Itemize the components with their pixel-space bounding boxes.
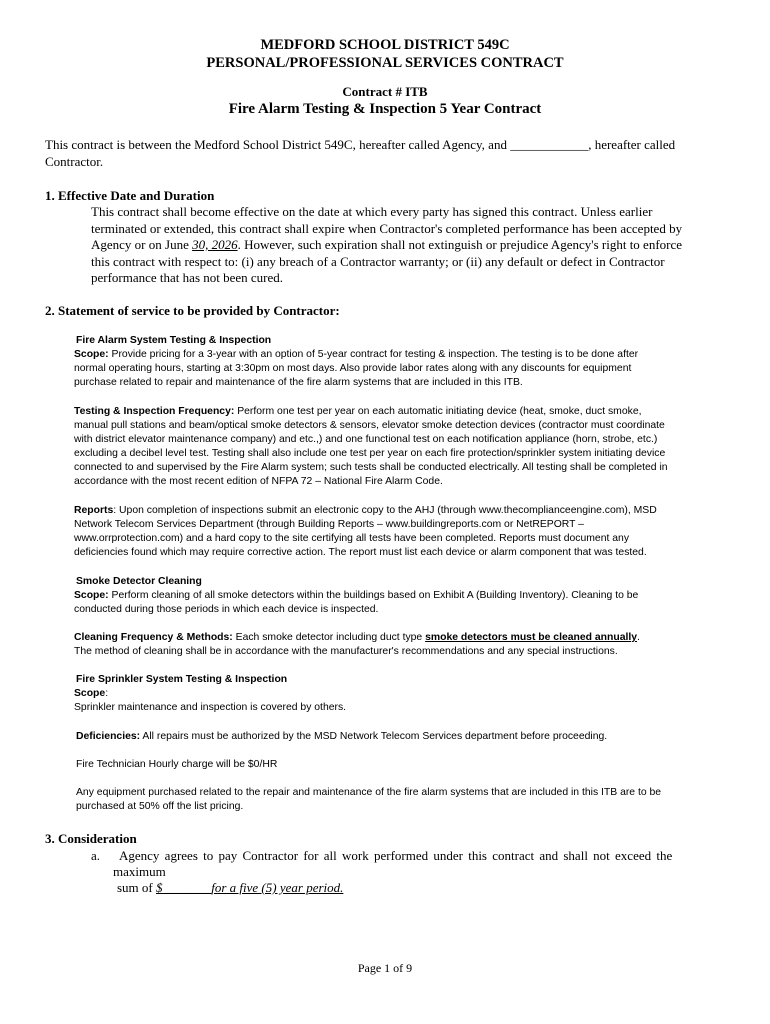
district-title: MEDFORD SCHOOL DISTRICT 549C: [260, 37, 510, 53]
section3-heading: 3. Consideration: [45, 831, 137, 846]
section1-line3-post: . However, such expiration shall not extinguish or prejudice Agency's right to enforce: [237, 237, 683, 252]
section1-line3-pre: Agency or on June: [91, 237, 193, 252]
scope-label: Scope:: [74, 349, 109, 360]
reports-label: Reports: [74, 505, 114, 516]
fire-alarm-scope: [74, 348, 714, 390]
frequency-line: accordance with the most recent edition of NFPA 72 – National Fire Alarm Code.: [74, 476, 443, 487]
smoke-scope: [74, 589, 714, 617]
sum-label: sum of: [117, 880, 156, 895]
section1-line: [91, 237, 721, 254]
reports-paragraph: [74, 504, 714, 560]
scope-colon: :: [105, 688, 109, 699]
scope-label: Scope: [74, 688, 106, 699]
cleaning-text: Each smoke detector including duct type: [232, 632, 426, 643]
section1-line: terminated or extended, this contract shall expire when Contractor's completed performance has been accepted by: [91, 220, 683, 236]
intro-paragraph: [45, 137, 735, 170]
cleaning-frequency: [74, 631, 734, 659]
section1-paragraph: [91, 204, 721, 287]
section2-heading: 2. Statement of service to be provided by Contractor:: [45, 303, 340, 318]
intro-line: Contractor.: [45, 153, 104, 169]
frequency-line: connected to and supervised by the Fire Alarm system; such tests shall be conducted electrically. All testing shall be completed in: [74, 462, 668, 473]
scope-line: normal operating hours, starting at 3:30pm on most days. Also provide labor rates along with any discounts for equipment: [74, 363, 632, 374]
fire-alarm-title: Fire Alarm System Testing & Inspection: [76, 335, 272, 346]
clause-a-sum: [117, 880, 343, 897]
sum-period: for a five (5) year period.: [211, 880, 344, 895]
testing-frequency: [74, 405, 714, 489]
deficiencies-paragraph: [76, 730, 607, 744]
frequency-line: excluding a decibel level test. Testing shall also include one test per year on each fire protection/sprinkler system initiating device: [74, 448, 666, 459]
equipment-line: Any equipment purchased related to the repair and maintenance of the fire alarm systems that are included in this ITB are to be: [76, 787, 662, 798]
equipment-line: purchased at 50% off the list pricing.: [76, 801, 244, 812]
page-number: Page 1 of 9: [357, 961, 413, 975]
scope-text: Perform cleaning of all smoke detectors within the buildings based on Exhibit A (Building Inventory). Cleaning to be: [108, 590, 639, 601]
reports-line: www.orrprotection.com) and a hard copy to the site certifying all tests have been completed. Reports must document any: [74, 533, 630, 544]
deficiencies-text: All repairs must be authorized by the MSD Network Telecom Services department before proceeding.: [140, 731, 608, 742]
cleaning-end: .: [637, 632, 640, 643]
equipment-paragraph: [76, 786, 716, 814]
clause-a-line: Agency agrees to pay Contractor for all work performed under this contract and shall not exceed the: [119, 848, 673, 863]
reports-line: deficiencies found which may require corrective action. The report must list each device or alarm component that was tested.: [74, 547, 647, 558]
cleaning-emphasis: smoke detectors must be cleaned annually: [425, 632, 638, 643]
frequency-line: manual pull stations and beam/optical smoke detectors & sensors, elevator smoke detection devices (contractor must coordinate: [74, 420, 665, 431]
clause-a-label: a.: [91, 848, 101, 863]
smoke-detector-title: Smoke Detector Cleaning: [76, 576, 202, 587]
contract-type-title: PERSONAL/PROFESSIONAL SERVICES CONTRACT: [206, 55, 564, 71]
scope-label: Scope:: [74, 590, 109, 601]
sum-amount: $ _______: [156, 880, 212, 895]
sprinkler-scope-text: Sprinkler maintenance and inspection is covered by others.: [74, 702, 347, 713]
contract-number: Contract # ITB: [342, 84, 428, 99]
section1-line: performance that has not been cured.: [91, 270, 284, 285]
cleaning-label: Cleaning Frequency & Methods:: [74, 632, 233, 643]
section1-line: This contract shall become effective on the date at which every party has signed this contract. Unless earlier: [91, 204, 653, 219]
sprinkler-scope: [74, 687, 714, 715]
cleaning-line: The method of cleaning shall be in accordance with the manufacturer's recommendations and any special instructions.: [74, 646, 618, 657]
intro-line: This contract is between the Medford School District 549C, hereafter called Agency, and ____________, hereafter called: [45, 137, 676, 152]
frequency-line: with district elevator maintenance company) and etc.,) and one functional test on each notification appliance (horn, strobe, etc.): [74, 434, 658, 445]
frequency-text: Perform one test per year on each automatic initiating device (heat, smoke, duct smoke,: [234, 406, 642, 417]
clause-a-line: maximum: [113, 864, 166, 879]
scope-text: Provide pricing for a 3-year with an option of 5-year contract for testing & inspection. The testing is to be done after: [108, 349, 639, 360]
section1-line: this contract with respect to: (i) any breach of a Contractor warranty; or (ii) any default or defect in Contractor: [91, 253, 665, 269]
scope-line: purchase related to repair and maintenance of the fire alarm systems that are included in this ITB.: [74, 377, 523, 388]
deficiencies-label: Deficiencies:: [76, 731, 141, 742]
sprinkler-title: Fire Sprinkler System Testing & Inspection: [76, 674, 288, 685]
scope-line: conducted during those periods in which each device is inspected.: [74, 604, 379, 615]
expiration-date: 30, 2026: [192, 237, 238, 252]
reports-line: Network Telecom Services Department (through Building Reports – www.buildingreports.com or NetREPORT –: [74, 519, 584, 530]
reports-text: : Upon completion of inspections submit an electronic copy to the AHJ (through www.thecomplianceengine.com), MSD: [113, 505, 657, 516]
frequency-label: Testing & Inspection Frequency:: [74, 406, 235, 417]
contract-title: Fire Alarm Testing & Inspection 5 Year Contract: [228, 101, 542, 117]
section1-heading: 1. Effective Date and Duration: [45, 188, 215, 203]
hourly-charge: Fire Technician Hourly charge will be $0/HR: [76, 759, 278, 770]
